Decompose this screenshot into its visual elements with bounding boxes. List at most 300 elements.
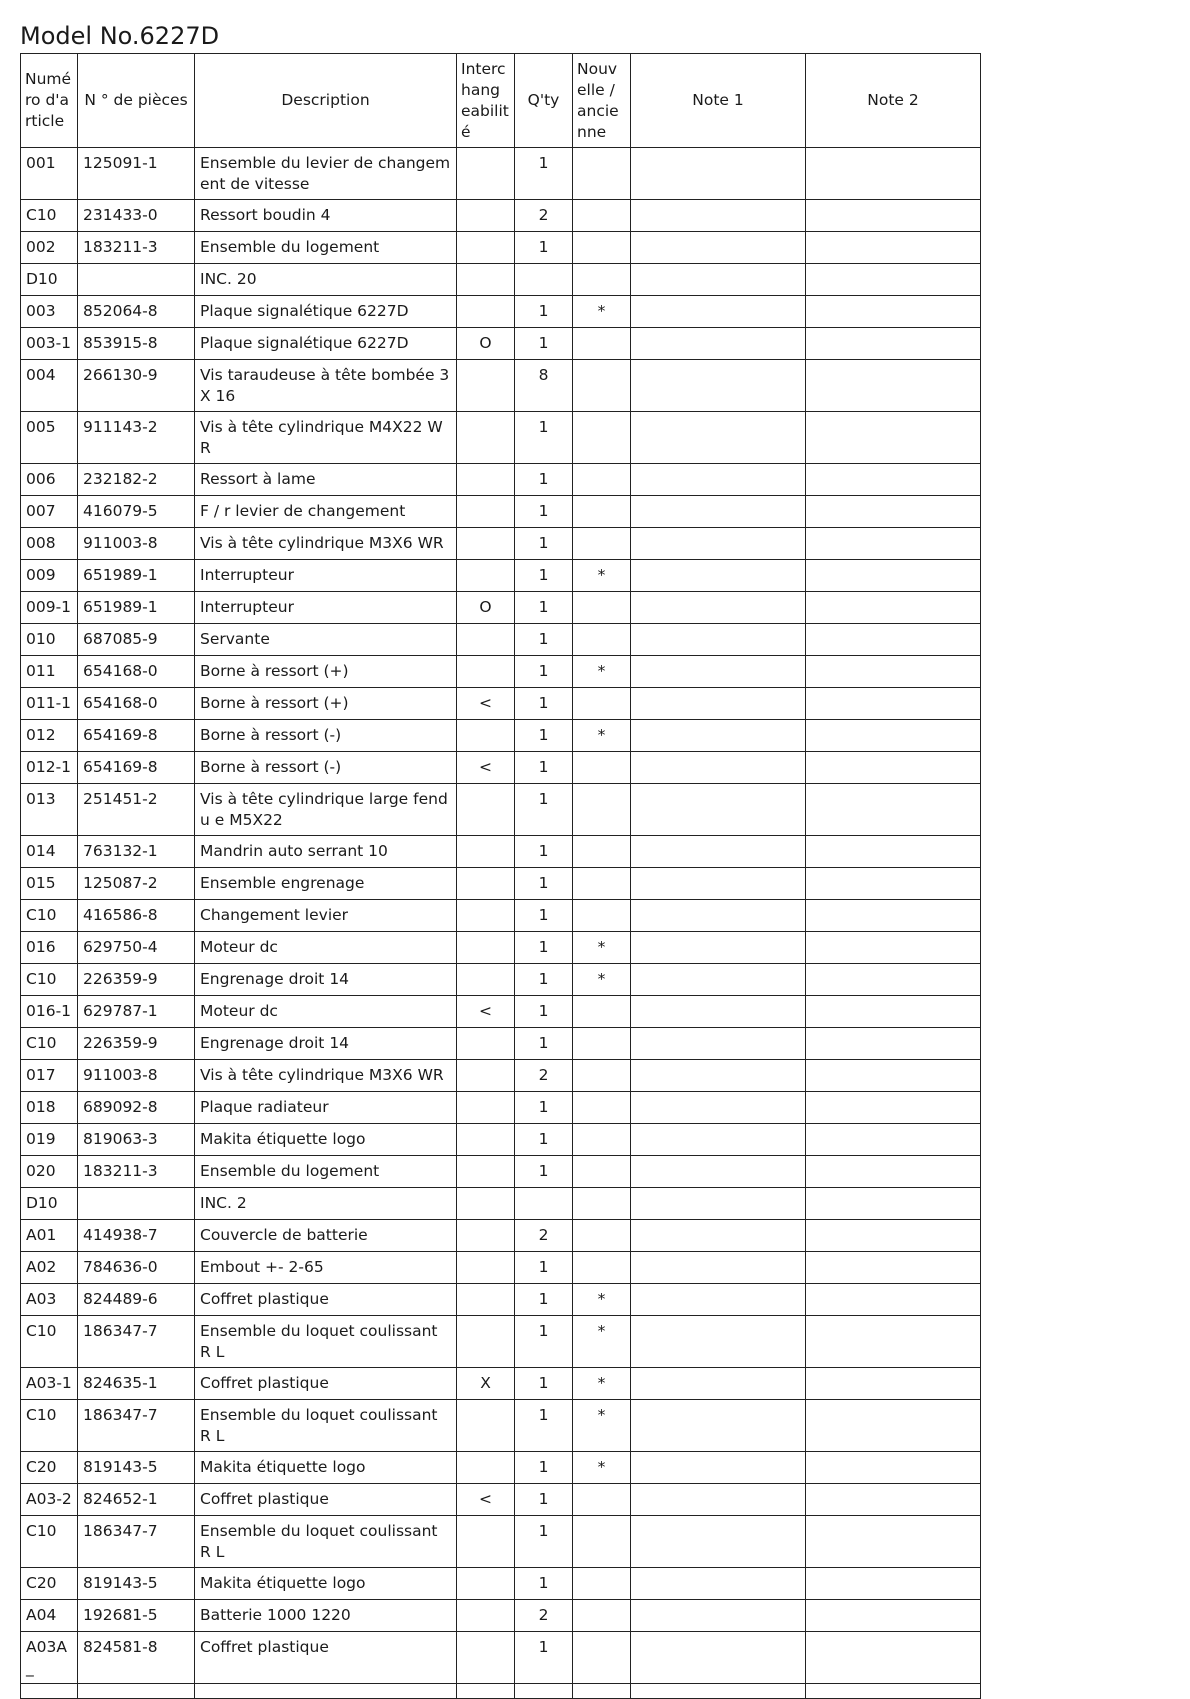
table-row — [21, 592, 981, 624]
cell-part-no: 414938-7 — [78, 1220, 195, 1252]
cell-new-old: * — [573, 1316, 631, 1368]
cell-new-old — [573, 836, 631, 868]
cell-new-old: * — [573, 296, 631, 328]
cell-interchangeability — [457, 1568, 515, 1600]
cell-interchangeability — [457, 656, 515, 688]
cell-interchangeability — [457, 528, 515, 560]
cell-qty: 1 — [515, 232, 573, 264]
cell-item-no: 008 — [21, 528, 78, 560]
cell-qty: 2 — [515, 1220, 573, 1252]
cell-note-1 — [631, 784, 806, 836]
cell-description: Interrupteur — [195, 592, 457, 624]
cell-new-old — [573, 996, 631, 1028]
cell-interchangeability — [457, 624, 515, 656]
cell-part-no: 183211-3 — [78, 232, 195, 264]
cell-part-no: 911003-8 — [78, 528, 195, 560]
cell-note-1 — [631, 1568, 806, 1600]
cell-item-no: 004 — [21, 360, 78, 412]
column-header-item-no: Numé ro d'a rticle — [21, 54, 78, 148]
cell-interchangeability — [457, 1060, 515, 1092]
cell-item-no: C10 — [21, 1028, 78, 1060]
cell-part-no: 416079-5 — [78, 496, 195, 528]
cell-interchangeability — [457, 1316, 515, 1368]
column-header-qty: Q'ty — [515, 54, 573, 148]
cell-new-old: * — [573, 1368, 631, 1400]
cell-part-no: 824635-1 — [78, 1368, 195, 1400]
cell-qty: 1 — [515, 528, 573, 560]
cell-description: Plaque radiateur — [195, 1092, 457, 1124]
cell-description: Coffret plastique — [195, 1368, 457, 1400]
cell-qty: 1 — [515, 1284, 573, 1316]
table-row — [21, 1124, 981, 1156]
cell-note-1 — [631, 688, 806, 720]
cell-description: Makita étiquette logo — [195, 1124, 457, 1156]
cell-description: Ressort à lame — [195, 464, 457, 496]
cell-description: Ensemble du logement — [195, 232, 457, 264]
table-row — [21, 932, 981, 964]
cell-note-1 — [631, 592, 806, 624]
cell-item-no: A01 — [21, 1220, 78, 1252]
cell-description: Interrupteur — [195, 560, 457, 592]
cell-description: Vis à tête cylindrique large fendu e M5X22 — [195, 784, 457, 836]
cell-item-no: D10 — [21, 264, 78, 296]
table-row — [21, 528, 981, 560]
cell-interchangeability — [457, 1252, 515, 1284]
cell-interchangeability — [457, 232, 515, 264]
cell-new-old — [573, 1092, 631, 1124]
cell-description: Ensemble du loquet coulissant R L — [195, 1316, 457, 1368]
cell-item-no: 013 — [21, 784, 78, 836]
cell-part-no: 654169-8 — [78, 720, 195, 752]
cell-part-no: 192681-5 — [78, 1600, 195, 1632]
cell-interchangeability — [457, 1156, 515, 1188]
cell-item-no: C20 — [21, 1452, 78, 1484]
cell-note-1 — [631, 1368, 806, 1400]
cell-note-1 — [631, 720, 806, 752]
cell-item-no: A03A_ — [21, 1632, 78, 1684]
cell-qty: 1 — [515, 996, 573, 1028]
cell-part-no: 852064-8 — [78, 296, 195, 328]
cell-note-2 — [806, 752, 981, 784]
cell-qty: 1 — [515, 1028, 573, 1060]
cell-description: Servante — [195, 624, 457, 656]
cell-item-no: C10 — [21, 1516, 78, 1568]
table-header-row — [21, 54, 981, 148]
cell-new-old — [573, 200, 631, 232]
table-row — [21, 328, 981, 360]
table-row — [21, 1368, 981, 1400]
cell-qty: 1 — [515, 1568, 573, 1600]
cell-note-2 — [806, 296, 981, 328]
table-row — [21, 1316, 981, 1368]
cell-qty: 1 — [515, 752, 573, 784]
cell-note-1 — [631, 624, 806, 656]
cell-note-2 — [806, 624, 981, 656]
cell-new-old: * — [573, 964, 631, 996]
cell-description: INC. 2 — [195, 1188, 457, 1220]
empty-cell — [806, 1684, 981, 1699]
table-row — [21, 964, 981, 996]
cell-part-no: 824652-1 — [78, 1484, 195, 1516]
cell-note-1 — [631, 412, 806, 464]
column-header-new-old: Nouv elle / ancie nne — [573, 54, 631, 148]
cell-note-1 — [631, 560, 806, 592]
cell-note-2 — [806, 1316, 981, 1368]
empty-cell — [631, 1684, 806, 1699]
cell-note-1 — [631, 232, 806, 264]
table-row — [21, 1484, 981, 1516]
cell-item-no: 007 — [21, 496, 78, 528]
cell-note-2 — [806, 232, 981, 264]
cell-description: Ensemble engrenage — [195, 868, 457, 900]
cell-new-old — [573, 1028, 631, 1060]
cell-part-no: 251451-2 — [78, 784, 195, 836]
table-row — [21, 412, 981, 464]
table-row — [21, 1516, 981, 1568]
cell-note-2 — [806, 1284, 981, 1316]
table-row — [21, 1188, 981, 1220]
cell-description: Makita étiquette logo — [195, 1568, 457, 1600]
cell-description: Ensemble du loquet coulissant R L — [195, 1400, 457, 1452]
cell-part-no: 186347-7 — [78, 1516, 195, 1568]
cell-part-no — [78, 1188, 195, 1220]
cell-interchangeability — [457, 1600, 515, 1632]
cell-interchangeability: < — [457, 688, 515, 720]
cell-part-no: 226359-9 — [78, 1028, 195, 1060]
cell-part-no: 231433-0 — [78, 200, 195, 232]
cell-qty: 1 — [515, 624, 573, 656]
cell-description: Borne à ressort (-) — [195, 752, 457, 784]
cell-item-no: 015 — [21, 868, 78, 900]
cell-note-2 — [806, 1028, 981, 1060]
empty-cell — [457, 1684, 515, 1699]
cell-description: Vis à tête cylindrique M3X6 WR — [195, 1060, 457, 1092]
cell-note-1 — [631, 296, 806, 328]
page-title: Model No.6227D — [20, 22, 220, 50]
cell-item-no: 016-1 — [21, 996, 78, 1028]
cell-item-no: C10 — [21, 900, 78, 932]
table-row — [21, 996, 981, 1028]
cell-qty: 1 — [515, 464, 573, 496]
cell-qty: 1 — [515, 148, 573, 200]
cell-note-2 — [806, 1188, 981, 1220]
cell-new-old — [573, 360, 631, 412]
table-row — [21, 360, 981, 412]
cell-note-1 — [631, 264, 806, 296]
cell-interchangeability — [457, 148, 515, 200]
table-row — [21, 868, 981, 900]
cell-interchangeability — [457, 1092, 515, 1124]
cell-interchangeability: O — [457, 592, 515, 624]
cell-qty: 1 — [515, 296, 573, 328]
cell-description: Couvercle de batterie — [195, 1220, 457, 1252]
cell-qty: 1 — [515, 592, 573, 624]
cell-item-no: 020 — [21, 1156, 78, 1188]
cell-note-2 — [806, 784, 981, 836]
cell-note-1 — [631, 1484, 806, 1516]
table-row — [21, 496, 981, 528]
cell-note-2 — [806, 1252, 981, 1284]
cell-part-no: 651989-1 — [78, 592, 195, 624]
cell-note-1 — [631, 752, 806, 784]
cell-part-no: 819063-3 — [78, 1124, 195, 1156]
cell-part-no: 824581-8 — [78, 1632, 195, 1684]
cell-note-1 — [631, 360, 806, 412]
cell-new-old: * — [573, 932, 631, 964]
cell-description: Vis à tête cylindrique M4X22 WR — [195, 412, 457, 464]
cell-interchangeability — [457, 720, 515, 752]
table-row — [21, 1400, 981, 1452]
cell-interchangeability: < — [457, 1484, 515, 1516]
cell-new-old — [573, 496, 631, 528]
cell-interchangeability — [457, 496, 515, 528]
cell-new-old — [573, 784, 631, 836]
cell-note-1 — [631, 900, 806, 932]
cell-qty: 1 — [515, 1252, 573, 1284]
cell-item-no: 009 — [21, 560, 78, 592]
cell-interchangeability: X — [457, 1368, 515, 1400]
column-header-interchangeability: Interc hang eabilit é — [457, 54, 515, 148]
cell-description: F / r levier de changement — [195, 496, 457, 528]
cell-qty: 1 — [515, 496, 573, 528]
table-row — [21, 200, 981, 232]
cell-new-old — [573, 1516, 631, 1568]
cell-new-old — [573, 900, 631, 932]
cell-qty: 1 — [515, 784, 573, 836]
cell-interchangeability — [457, 412, 515, 464]
cell-part-no: 125087-2 — [78, 868, 195, 900]
cell-new-old: * — [573, 656, 631, 688]
cell-note-1 — [631, 1060, 806, 1092]
cell-part-no: 911143-2 — [78, 412, 195, 464]
cell-note-2 — [806, 528, 981, 560]
cell-note-1 — [631, 1516, 806, 1568]
cell-note-2 — [806, 496, 981, 528]
table-row — [21, 148, 981, 200]
cell-description: Coffret plastique — [195, 1632, 457, 1684]
cell-interchangeability — [457, 1028, 515, 1060]
cell-note-1 — [631, 1156, 806, 1188]
cell-qty: 1 — [515, 1092, 573, 1124]
cell-part-no: 654168-0 — [78, 656, 195, 688]
cell-part-no: 266130-9 — [78, 360, 195, 412]
cell-new-old — [573, 1632, 631, 1684]
table-row — [21, 232, 981, 264]
cell-item-no: 011-1 — [21, 688, 78, 720]
cell-part-no: 654169-8 — [78, 752, 195, 784]
cell-part-no: 654168-0 — [78, 688, 195, 720]
cell-new-old — [573, 688, 631, 720]
cell-part-no — [78, 264, 195, 296]
cell-interchangeability — [457, 1124, 515, 1156]
cell-note-1 — [631, 1600, 806, 1632]
cell-note-2 — [806, 264, 981, 296]
cell-new-old: * — [573, 1400, 631, 1452]
table-row — [21, 1028, 981, 1060]
cell-interchangeability — [457, 264, 515, 296]
cell-description: Ressort boudin 4 — [195, 200, 457, 232]
cell-item-no: 016 — [21, 932, 78, 964]
cell-qty: 1 — [515, 1368, 573, 1400]
cell-note-1 — [631, 148, 806, 200]
table-row — [21, 720, 981, 752]
cell-qty: 1 — [515, 868, 573, 900]
cell-new-old — [573, 1600, 631, 1632]
cell-note-2 — [806, 412, 981, 464]
cell-note-2 — [806, 464, 981, 496]
cell-new-old: * — [573, 1284, 631, 1316]
cell-interchangeability — [457, 1400, 515, 1452]
cell-item-no: 012-1 — [21, 752, 78, 784]
cell-note-1 — [631, 1284, 806, 1316]
cell-item-no: 003 — [21, 296, 78, 328]
cell-part-no: 125091-1 — [78, 148, 195, 200]
cell-note-2 — [806, 200, 981, 232]
cell-interchangeability — [457, 964, 515, 996]
cell-part-no: 186347-7 — [78, 1316, 195, 1368]
cell-note-2 — [806, 964, 981, 996]
cell-item-no: A04 — [21, 1600, 78, 1632]
cell-new-old — [573, 1252, 631, 1284]
cell-item-no: A03-1 — [21, 1368, 78, 1400]
cell-item-no: 005 — [21, 412, 78, 464]
cell-interchangeability — [457, 1220, 515, 1252]
table-row — [21, 784, 981, 836]
cell-description: Moteur dc — [195, 996, 457, 1028]
cell-note-2 — [806, 148, 981, 200]
cell-note-2 — [806, 328, 981, 360]
table-row-cut-off — [21, 1684, 981, 1699]
cell-new-old — [573, 1188, 631, 1220]
cell-description: Ensemble du loquet coulissant R L — [195, 1516, 457, 1568]
cell-qty: 1 — [515, 1400, 573, 1452]
cell-note-1 — [631, 464, 806, 496]
table-row — [21, 1568, 981, 1600]
table-row — [21, 836, 981, 868]
cell-item-no: 010 — [21, 624, 78, 656]
cell-description: INC. 20 — [195, 264, 457, 296]
cell-description: Moteur dc — [195, 932, 457, 964]
cell-note-2 — [806, 1452, 981, 1484]
cell-interchangeability — [457, 1452, 515, 1484]
cell-new-old — [573, 264, 631, 296]
cell-new-old — [573, 232, 631, 264]
cell-note-2 — [806, 1368, 981, 1400]
cell-note-2 — [806, 1092, 981, 1124]
cell-new-old — [573, 1060, 631, 1092]
cell-new-old — [573, 592, 631, 624]
cell-interchangeability: < — [457, 752, 515, 784]
cell-interchangeability — [457, 200, 515, 232]
table-row — [21, 656, 981, 688]
cell-new-old — [573, 1484, 631, 1516]
cell-new-old — [573, 412, 631, 464]
cell-note-2 — [806, 1220, 981, 1252]
cell-new-old — [573, 752, 631, 784]
cell-note-1 — [631, 868, 806, 900]
cell-interchangeability — [457, 868, 515, 900]
cell-interchangeability — [457, 784, 515, 836]
cell-part-no: 226359-9 — [78, 964, 195, 996]
cell-note-1 — [631, 328, 806, 360]
cell-item-no: C10 — [21, 200, 78, 232]
cell-qty: 1 — [515, 932, 573, 964]
cell-part-no: 416586-8 — [78, 900, 195, 932]
table-row — [21, 752, 981, 784]
cell-item-no: A02 — [21, 1252, 78, 1284]
cell-note-1 — [631, 1400, 806, 1452]
cell-description: Ensemble du logement — [195, 1156, 457, 1188]
table-row — [21, 624, 981, 656]
cell-description: Ensemble du levier de changem ent de vitesse — [195, 148, 457, 200]
cell-item-no: 011 — [21, 656, 78, 688]
table-row — [21, 264, 981, 296]
cell-note-2 — [806, 560, 981, 592]
cell-description: Engrenage droit 14 — [195, 1028, 457, 1060]
table-row — [21, 560, 981, 592]
cell-item-no: C20 — [21, 1568, 78, 1600]
empty-cell — [78, 1684, 195, 1699]
cell-description: Engrenage droit 14 — [195, 964, 457, 996]
cell-part-no: 824489-6 — [78, 1284, 195, 1316]
cell-note-2 — [806, 688, 981, 720]
cell-qty: 1 — [515, 720, 573, 752]
cell-interchangeability — [457, 900, 515, 932]
cell-part-no: 651989-1 — [78, 560, 195, 592]
cell-note-1 — [631, 932, 806, 964]
cell-description: Makita étiquette logo — [195, 1452, 457, 1484]
cell-qty: 8 — [515, 360, 573, 412]
cell-description: Changement levier — [195, 900, 457, 932]
table-row — [21, 1600, 981, 1632]
table-row — [21, 464, 981, 496]
cell-new-old: * — [573, 1452, 631, 1484]
cell-description: Plaque signalétique 6227D — [195, 328, 457, 360]
cell-note-2 — [806, 1600, 981, 1632]
cell-note-1 — [631, 836, 806, 868]
cell-part-no: 853915-8 — [78, 328, 195, 360]
cell-item-no: 017 — [21, 1060, 78, 1092]
cell-new-old: * — [573, 560, 631, 592]
cell-qty: 1 — [515, 1516, 573, 1568]
table-row — [21, 296, 981, 328]
cell-description: Coffret plastique — [195, 1284, 457, 1316]
cell-item-no: A03 — [21, 1284, 78, 1316]
cell-item-no: 003-1 — [21, 328, 78, 360]
cell-note-2 — [806, 868, 981, 900]
cell-part-no: 629787-1 — [78, 996, 195, 1028]
cell-item-no: C10 — [21, 1316, 78, 1368]
column-header-note-2: Note 2 — [806, 54, 981, 148]
cell-item-no: 014 — [21, 836, 78, 868]
cell-qty: 1 — [515, 1316, 573, 1368]
cell-new-old: * — [573, 720, 631, 752]
cell-note-1 — [631, 1092, 806, 1124]
cell-note-1 — [631, 1252, 806, 1284]
cell-qty — [515, 264, 573, 296]
cell-new-old — [573, 624, 631, 656]
cell-note-2 — [806, 1060, 981, 1092]
cell-interchangeability — [457, 1284, 515, 1316]
table-row — [21, 1284, 981, 1316]
empty-cell — [195, 1684, 457, 1699]
cell-new-old — [573, 528, 631, 560]
cell-note-2 — [806, 1484, 981, 1516]
cell-item-no: C10 — [21, 1400, 78, 1452]
cell-item-no: C10 — [21, 964, 78, 996]
cell-item-no: 006 — [21, 464, 78, 496]
cell-qty: 1 — [515, 900, 573, 932]
